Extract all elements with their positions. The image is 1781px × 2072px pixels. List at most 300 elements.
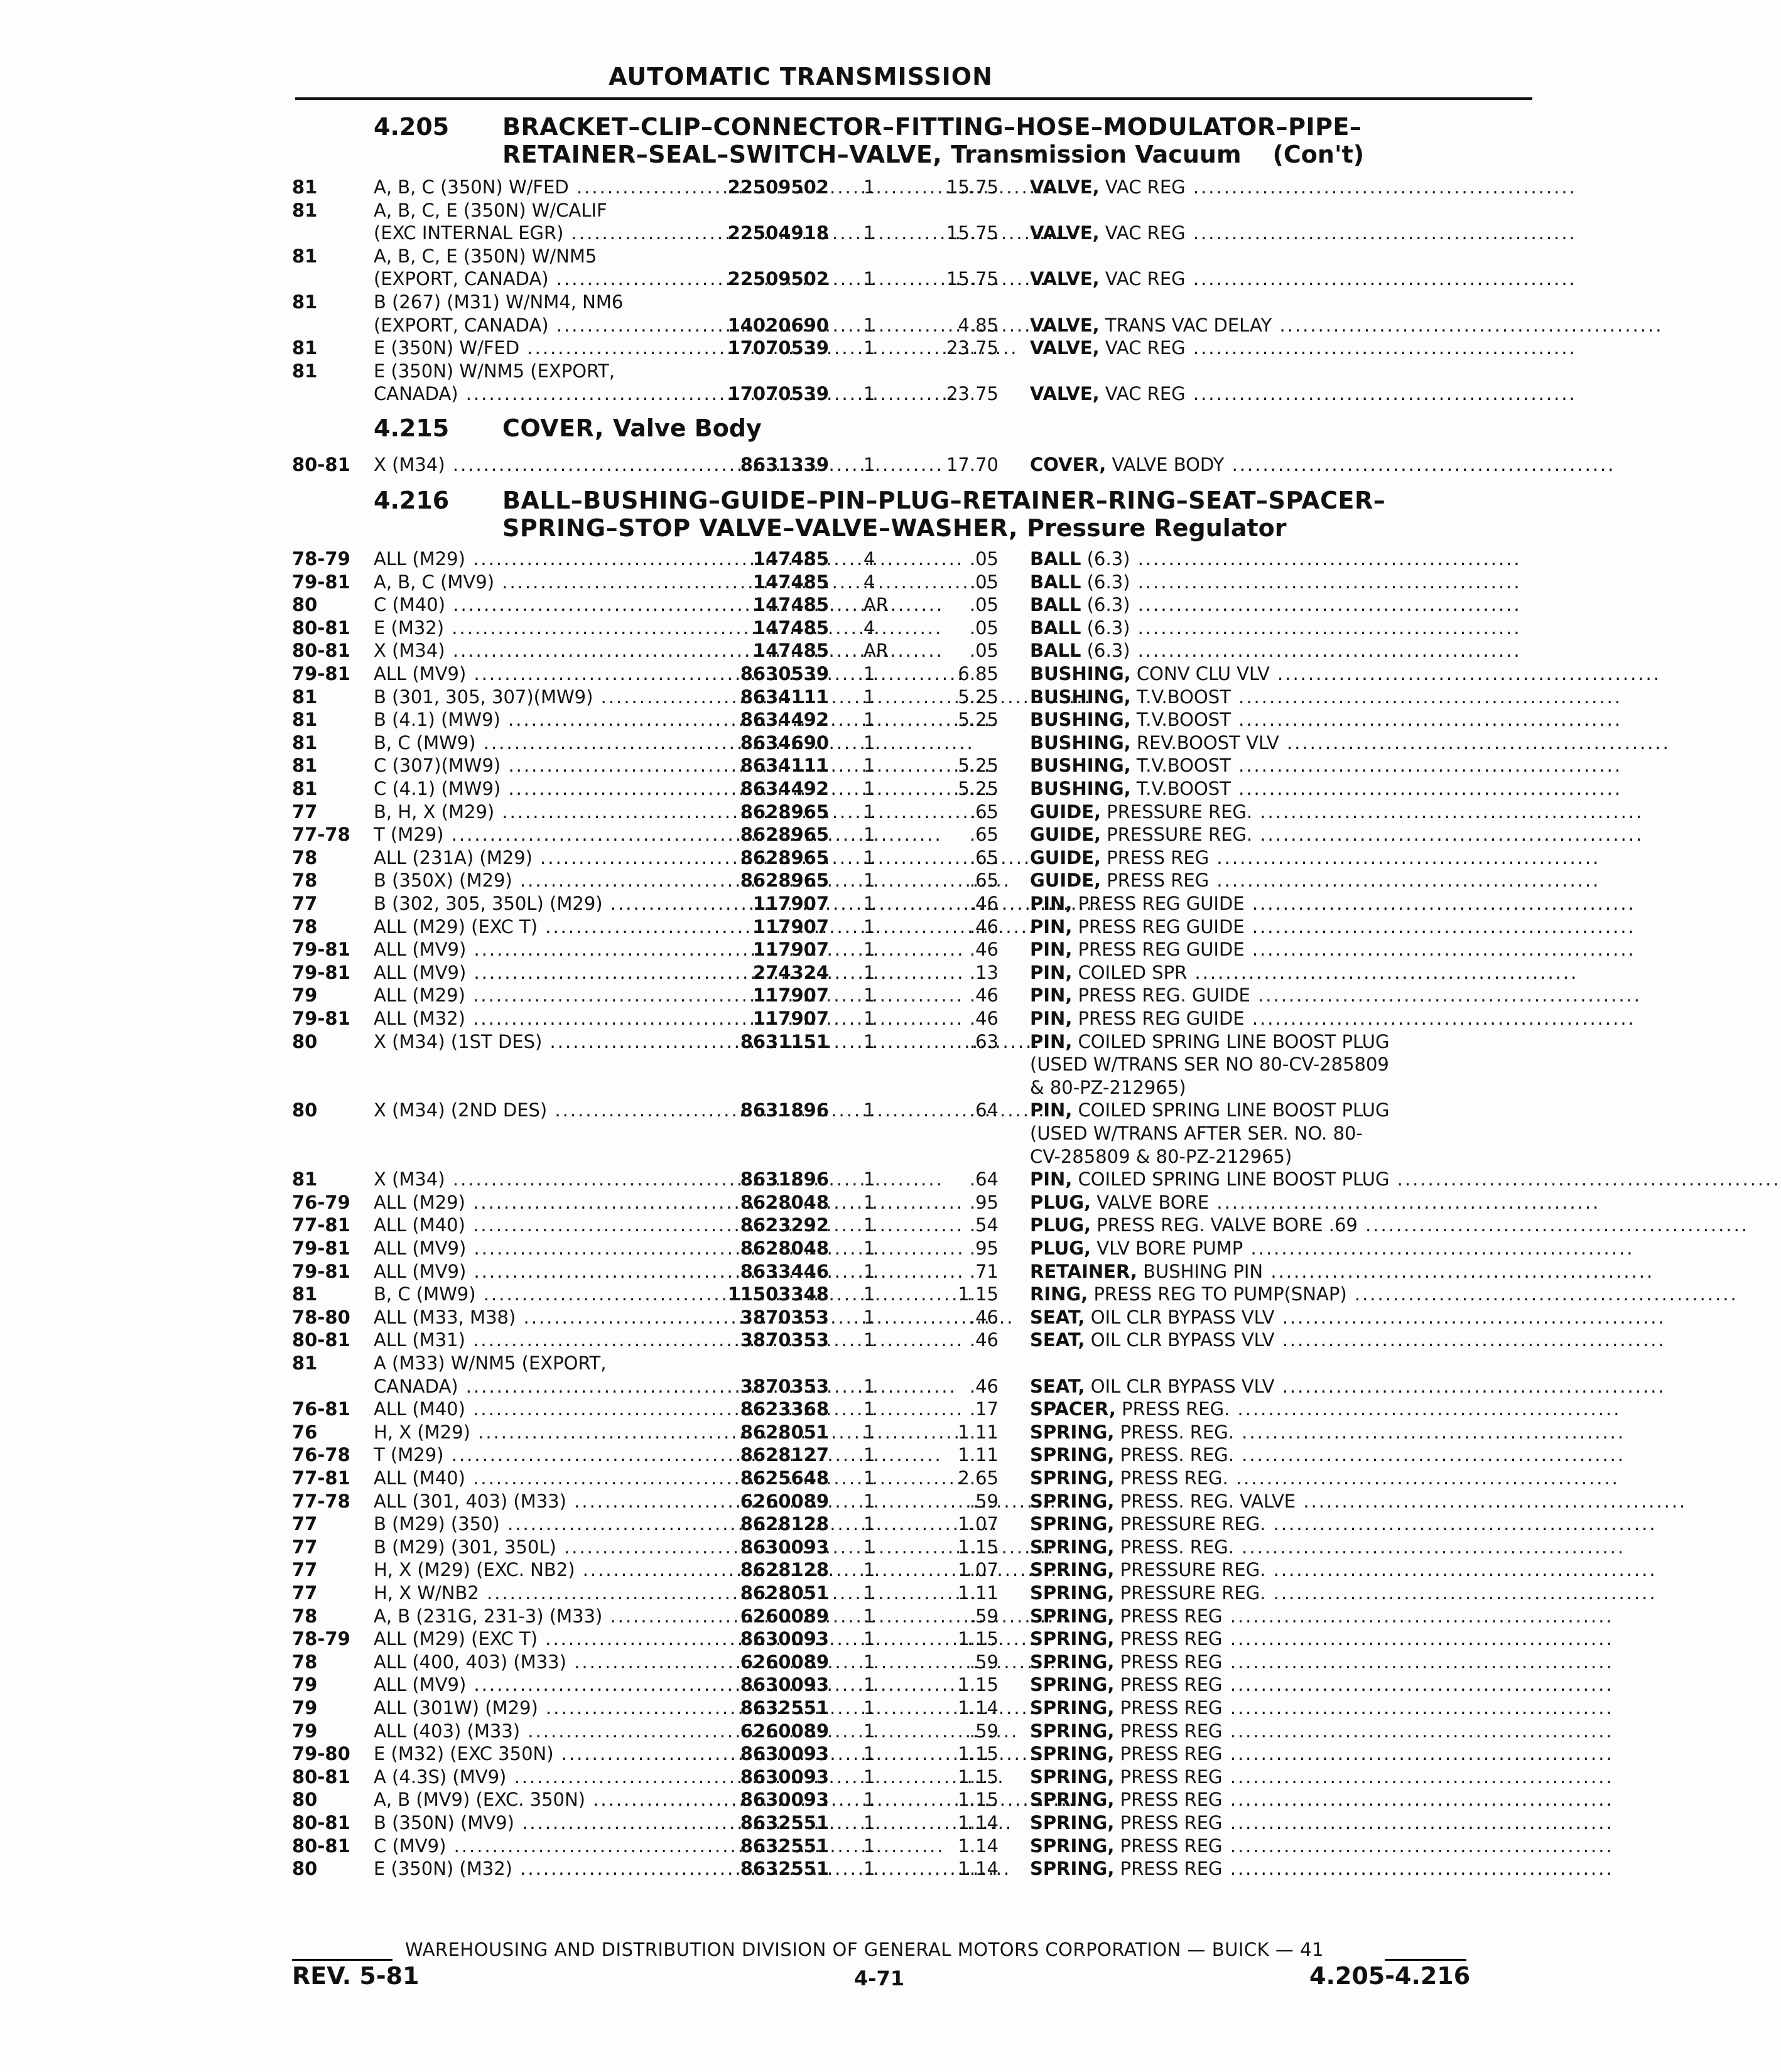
part-name bbox=[1030, 1605, 1614, 1627]
application-desc: ALL (MV9) ..... bbox=[374, 961, 700, 984]
application-desc: (EXPORT, CANADA) ..... bbox=[374, 314, 700, 337]
part-name-noun: SPRING, bbox=[1030, 1582, 1115, 1604]
list-price: 1.07 bbox=[958, 1559, 999, 1581]
part-name bbox=[1030, 1742, 1614, 1765]
part-name bbox=[1030, 708, 1623, 731]
list-price: .54 bbox=[969, 1214, 999, 1236]
model-year: 76 bbox=[292, 1421, 318, 1443]
part-number: 8631339 bbox=[740, 454, 829, 475]
table-row bbox=[0, 1030, 1601, 1099]
application-desc: A (4.3S) (MV9) ..... bbox=[374, 1766, 700, 1788]
part-name-noun: SPRING, bbox=[1030, 1605, 1115, 1627]
part-name-noun: GUIDE, bbox=[1030, 801, 1102, 823]
list-price: 5.25 bbox=[958, 686, 999, 708]
model-year: 77-78 bbox=[292, 824, 350, 846]
table-row bbox=[0, 593, 1601, 617]
part-name-noun: BUSHING, bbox=[1030, 731, 1131, 753]
model-year: 79-81 bbox=[292, 1260, 350, 1282]
quantity: 1 bbox=[863, 1743, 875, 1765]
leader-dots: .................................................. bbox=[1244, 1008, 1636, 1029]
leader-dots: .................................................. bbox=[1252, 801, 1644, 823]
part-name bbox=[1030, 823, 1644, 846]
application-desc: CANADA) ..... bbox=[374, 1375, 700, 1398]
leader-dots: .................................................. bbox=[1222, 1812, 1614, 1833]
quantity: 1 bbox=[863, 961, 875, 983]
quantity: 1 bbox=[863, 1674, 875, 1696]
part-name-noun: SPRING, bbox=[1030, 1628, 1115, 1650]
quantity: 1 bbox=[863, 846, 875, 868]
model-year: 80-81 bbox=[292, 1329, 350, 1351]
part-name-noun: SPRING, bbox=[1030, 1720, 1115, 1742]
leader-dots: .................................................. bbox=[1269, 663, 1661, 684]
quantity: 1 bbox=[863, 1283, 875, 1305]
part-name bbox=[1030, 1306, 1666, 1329]
leader-dots: .................................................. bbox=[1244, 915, 1636, 937]
table-row bbox=[0, 1558, 1657, 1582]
part-name bbox=[1030, 1788, 1614, 1811]
part-name-detail: COILED SPRING LINE BOOST PLUG bbox=[1078, 1030, 1390, 1052]
model-year: 80 bbox=[292, 1858, 318, 1880]
leader-dots: .................................................. bbox=[1222, 1835, 1614, 1857]
part-name-noun: SPRING, bbox=[1030, 1421, 1115, 1443]
part-number: 8628127 bbox=[740, 1444, 829, 1466]
list-price: .05 bbox=[969, 571, 999, 593]
part-name-noun: BALL bbox=[1030, 594, 1081, 616]
part-name-detail: PRESSURE REG. bbox=[1107, 824, 1253, 846]
part-name-detail: VALVE BODY bbox=[1112, 454, 1225, 475]
list-price: 1.11 bbox=[958, 1421, 999, 1443]
quantity: 1 bbox=[863, 1858, 875, 1880]
list-price: 17.70 bbox=[946, 454, 999, 475]
table-row bbox=[0, 1168, 1781, 1191]
part-number: 8632551 bbox=[740, 1697, 829, 1719]
revision-label: REV. 5-81 bbox=[292, 1962, 420, 1990]
table-row bbox=[0, 1673, 1614, 1697]
leader-dots: .................................................. bbox=[1209, 1191, 1601, 1213]
list-price: 1.15 bbox=[958, 1789, 999, 1811]
quantity: 1 bbox=[863, 1697, 875, 1719]
part-name bbox=[1030, 1030, 1482, 1053]
quantity: 1 bbox=[863, 176, 875, 198]
part-name-detail: (6.3) bbox=[1086, 571, 1130, 593]
part-name-detail: OIL CLR BYPASS VLV bbox=[1090, 1306, 1275, 1328]
application-desc: B (302, 305, 350L) (M29) ..... bbox=[374, 892, 700, 915]
list-price: .71 bbox=[969, 1260, 999, 1282]
part-name bbox=[1030, 314, 1664, 337]
leader-dots: .................................................. bbox=[1233, 1536, 1626, 1558]
model-year: 79-81 bbox=[292, 1008, 350, 1029]
list-price: 1.14 bbox=[958, 1858, 999, 1880]
quantity: 1 bbox=[863, 1490, 875, 1512]
table-row bbox=[0, 1857, 1614, 1880]
list-price: 23.75 bbox=[946, 337, 999, 359]
leader-dots: .................................................. bbox=[1222, 1743, 1614, 1765]
part-name-detail: VALVE BORE bbox=[1096, 1191, 1210, 1213]
part-number: 17070539 bbox=[727, 383, 829, 405]
model-year: 80-81 bbox=[292, 454, 350, 475]
part-name-noun: PIN, bbox=[1030, 961, 1073, 983]
quantity: 1 bbox=[863, 1168, 875, 1190]
quantity: 1 bbox=[863, 383, 875, 405]
part-name-detail: VLV BORE PUMP bbox=[1096, 1238, 1243, 1259]
part-number: 147485 bbox=[752, 640, 829, 662]
application-desc: ALL (M40) ..... bbox=[374, 1214, 700, 1236]
leader-dots: .................................................. bbox=[1263, 1260, 1655, 1282]
list-price: .59 bbox=[969, 1605, 999, 1627]
quantity: 1 bbox=[863, 1467, 875, 1489]
part-name bbox=[1030, 548, 1522, 570]
model-year: 77 bbox=[292, 1559, 318, 1581]
list-price: 1.14 bbox=[958, 1812, 999, 1833]
part-name-noun: BALL bbox=[1030, 640, 1081, 662]
list-price: 5.25 bbox=[958, 755, 999, 777]
part-name-detail: PRESS REG GUIDE bbox=[1078, 939, 1245, 961]
table-row bbox=[0, 1214, 1750, 1237]
part-name-detail: PRESS REG. GUIDE bbox=[1078, 985, 1250, 1006]
model-year: 78-79 bbox=[292, 1628, 350, 1650]
list-price: 1.15 bbox=[958, 1674, 999, 1696]
application-desc: C (MV9) ..... bbox=[374, 1835, 700, 1857]
part-name-detail: PRESS REG. bbox=[1120, 1467, 1228, 1489]
part-name-detail: T.V.BOOST bbox=[1136, 755, 1231, 777]
part-name-detail: REV.BOOST VLV bbox=[1136, 731, 1279, 753]
leader-dots: .................................................. bbox=[1187, 961, 1579, 983]
model-year: 77 bbox=[292, 893, 318, 914]
application-desc: ALL (M29) (EXC T) ..... bbox=[374, 915, 700, 938]
part-name-detail: TRANS VAC DELAY bbox=[1105, 314, 1272, 336]
application-desc: CANADA) ..... bbox=[374, 382, 700, 405]
part-number: 117907 bbox=[752, 939, 829, 961]
model-year: 81 bbox=[292, 245, 318, 267]
list-price: .64 bbox=[969, 1168, 999, 1190]
part-name-continued: & 80-PZ-212965) bbox=[1030, 1076, 1186, 1098]
section-title bbox=[502, 113, 1364, 168]
application-desc: B (350N) (MV9) ..... bbox=[374, 1811, 700, 1834]
part-name-detail: PRESS REG TO PUMP(SNAP) bbox=[1093, 1283, 1347, 1305]
part-name-noun: SEAT, bbox=[1030, 1375, 1085, 1397]
leader-dots: .................................................. bbox=[1230, 778, 1623, 799]
leader-dots: .................................................. bbox=[1224, 454, 1616, 475]
model-year: 80 bbox=[292, 1030, 318, 1052]
application-desc: ALL (MV9) ..... bbox=[374, 1237, 700, 1260]
list-price: 23.75 bbox=[946, 383, 999, 405]
quantity: 1 bbox=[863, 1008, 875, 1029]
quantity: 4 bbox=[863, 617, 875, 639]
quantity: 1 bbox=[863, 1651, 875, 1673]
footer-rule-right bbox=[1385, 1959, 1466, 1961]
part-number: 8628965 bbox=[740, 824, 829, 846]
part-name bbox=[1030, 1536, 1626, 1558]
part-name bbox=[1030, 267, 1577, 290]
part-name-noun: GUIDE, bbox=[1030, 870, 1102, 892]
leader-dots: .................................................. bbox=[1222, 1789, 1614, 1811]
application-desc: (EXPORT, CANADA) ..... bbox=[374, 267, 700, 290]
quantity: 1 bbox=[863, 1421, 875, 1443]
table-row bbox=[0, 1490, 1687, 1513]
part-name-detail: VAC REG bbox=[1105, 176, 1186, 198]
part-number: 14020690 bbox=[727, 314, 829, 336]
quantity: 1 bbox=[863, 1375, 875, 1397]
part-name bbox=[1030, 337, 1577, 359]
list-price: .13 bbox=[969, 961, 999, 983]
list-price: .46 bbox=[969, 1375, 999, 1397]
section-title bbox=[502, 414, 762, 442]
leader-dots: .................................................. bbox=[1228, 1467, 1620, 1489]
application-desc: T (M29) ..... bbox=[374, 823, 700, 846]
part-name-detail: COILED SPRING LINE BOOST PLUG bbox=[1078, 1099, 1390, 1121]
leader-dots: .................................................. bbox=[1222, 1651, 1614, 1673]
part-name-noun: BALL bbox=[1030, 571, 1081, 593]
list-price: .59 bbox=[969, 1720, 999, 1742]
application-desc: (EXC INTERNAL EGR) ..... bbox=[374, 222, 700, 244]
part-name-noun: SPRING, bbox=[1030, 1835, 1115, 1857]
model-year: 79-81 bbox=[292, 1238, 350, 1259]
part-name-detail: COILED SPRING LINE BOOST PLUG bbox=[1078, 1168, 1390, 1190]
part-name-noun: SEAT, bbox=[1030, 1329, 1085, 1351]
list-price: 15.75 bbox=[946, 176, 999, 198]
leader-dots: .................................................. bbox=[1130, 617, 1522, 639]
part-name-detail: PRESS REG bbox=[1120, 1697, 1223, 1719]
model-year: 81 bbox=[292, 337, 318, 359]
part-name-noun: RING, bbox=[1030, 1283, 1088, 1305]
model-year: 80-81 bbox=[292, 1812, 350, 1833]
part-name-noun: SPRING, bbox=[1030, 1467, 1115, 1489]
list-price: 1.07 bbox=[958, 1513, 999, 1535]
model-year: 79 bbox=[292, 1720, 318, 1742]
part-name bbox=[1030, 1558, 1657, 1581]
leader-dots: .................................................. bbox=[1185, 383, 1577, 405]
model-year: 78 bbox=[292, 1605, 318, 1627]
leader-dots: .................................................. bbox=[1222, 1766, 1614, 1788]
table-row bbox=[0, 801, 1644, 824]
part-name-detail: PRESSURE REG. bbox=[1107, 801, 1253, 823]
table-row bbox=[0, 360, 1601, 406]
leader-dots: .................................................. bbox=[1243, 1238, 1635, 1259]
part-name-detail: PRESS REG GUIDE bbox=[1078, 915, 1245, 937]
application-desc: C (M40) ..... bbox=[374, 593, 700, 616]
part-name-detail: (6.3) bbox=[1086, 594, 1130, 616]
part-name bbox=[1030, 662, 1661, 685]
model-year: 79 bbox=[292, 1674, 318, 1696]
list-price: .59 bbox=[969, 1490, 999, 1512]
leader-dots: .................................................. bbox=[1222, 1605, 1614, 1627]
part-number: 8623368 bbox=[740, 1398, 829, 1420]
part-name bbox=[1030, 1673, 1614, 1696]
part-number: 8630539 bbox=[740, 663, 829, 684]
part-name bbox=[1030, 1007, 1636, 1030]
part-name bbox=[1030, 915, 1636, 938]
model-year: 81 bbox=[292, 1283, 318, 1305]
model-year: 76-79 bbox=[292, 1191, 350, 1213]
quantity: 1 bbox=[863, 1582, 875, 1604]
part-name-detail: PRESS REG bbox=[1107, 846, 1210, 868]
application-desc: A, B (231G, 231-3) (M33) ..... bbox=[374, 1605, 700, 1627]
model-year: 81 bbox=[292, 686, 318, 708]
model-year: 78 bbox=[292, 1651, 318, 1673]
part-name bbox=[1030, 754, 1623, 777]
section-note: (Con't) bbox=[1272, 141, 1365, 168]
part-name-detail: PRESSURE REG. bbox=[1120, 1559, 1266, 1581]
part-name-noun: VALVE, bbox=[1030, 383, 1100, 405]
part-name-detail: PRESS REG. VALVE BORE .69 bbox=[1096, 1214, 1358, 1236]
quantity: 1 bbox=[863, 268, 875, 290]
application-desc: A, B, C, E (350N) W/NM5 bbox=[374, 245, 597, 267]
list-price: .95 bbox=[969, 1238, 999, 1259]
table-row bbox=[0, 1720, 1614, 1743]
model-year: 80-81 bbox=[292, 1835, 350, 1857]
table-row bbox=[0, 961, 1601, 985]
model-year: 80 bbox=[292, 1789, 318, 1811]
model-year: 78-80 bbox=[292, 1306, 350, 1328]
section-title-line: COVER, bbox=[502, 414, 604, 442]
list-price: 15.75 bbox=[946, 268, 999, 290]
part-name-detail: PRESS REG bbox=[1120, 1605, 1223, 1627]
part-name bbox=[1030, 1835, 1614, 1857]
section-title-line: BALL–BUSHING–GUIDE–PIN–PLUG–RETAINER–RING–SEAT–SPACER– bbox=[502, 487, 1386, 514]
leader-dots: .................................................. bbox=[1222, 1858, 1614, 1880]
part-name-noun: SPRING, bbox=[1030, 1444, 1115, 1466]
application-desc: A, B, C (350N) W/FED ..... bbox=[374, 176, 700, 198]
table-row bbox=[0, 245, 1601, 291]
model-year: 78 bbox=[292, 915, 318, 937]
model-year: 78-79 bbox=[292, 548, 350, 569]
list-price: 1.11 bbox=[958, 1582, 999, 1604]
section-subtitle: Pressure Regulator bbox=[1027, 514, 1287, 542]
part-name-continued: CV-285809 & 80-PZ-212965) bbox=[1030, 1145, 1292, 1167]
part-name-detail: PRESS REG bbox=[1120, 1651, 1223, 1673]
section-number: 4.205 bbox=[374, 113, 450, 141]
quantity: 1 bbox=[863, 1306, 875, 1328]
application-desc: T (M29) ..... bbox=[374, 1443, 700, 1466]
list-price: 1.11 bbox=[958, 1444, 999, 1466]
part-name-noun: BUSHING, bbox=[1030, 778, 1131, 799]
application-desc: ALL (MV9) ..... bbox=[374, 662, 700, 685]
application-desc: ALL (M40) ..... bbox=[374, 1398, 700, 1420]
part-name bbox=[1030, 777, 1623, 800]
part-number: 147485 bbox=[752, 571, 829, 593]
application-desc: ALL (M31) ..... bbox=[374, 1329, 700, 1351]
model-year: 77 bbox=[292, 1536, 318, 1558]
model-year: 81 bbox=[292, 360, 318, 382]
quantity: 1 bbox=[863, 915, 875, 937]
quantity: 1 bbox=[863, 824, 875, 846]
part-name-detail: OIL CLR BYPASS VLV bbox=[1090, 1329, 1275, 1351]
part-name-detail: VAC REG bbox=[1105, 222, 1186, 244]
part-name-noun: SPRING, bbox=[1030, 1812, 1115, 1833]
leader-dots: .................................................. bbox=[1130, 571, 1522, 593]
part-name-detail: PRESS. REG. bbox=[1120, 1444, 1234, 1466]
model-year: 79-81 bbox=[292, 663, 350, 684]
part-name-detail: PRESS REG GUIDE bbox=[1078, 893, 1245, 914]
part-name-detail: VAC REG bbox=[1105, 337, 1186, 359]
model-year: 81 bbox=[292, 1352, 318, 1374]
application-desc: X (M34) ..... bbox=[374, 453, 700, 476]
application-desc: H, X (M29) (EXC. NB2) ..... bbox=[374, 1558, 700, 1581]
part-number: 147485 bbox=[752, 617, 829, 639]
leader-dots: .................................................. bbox=[1357, 1214, 1750, 1236]
section-title-line: SPRING–STOP VALVE–VALVE–WASHER, bbox=[502, 514, 1019, 542]
part-number: 8631151 bbox=[740, 1030, 829, 1052]
table-row bbox=[0, 1513, 1657, 1536]
quantity: 1 bbox=[863, 939, 875, 961]
list-price: .65 bbox=[969, 801, 999, 823]
application-desc: B, C (MW9) ..... bbox=[374, 1283, 700, 1305]
part-name bbox=[1030, 1329, 1666, 1351]
leader-dots: .................................................. bbox=[1222, 1674, 1614, 1696]
part-name-noun: BUSHING, bbox=[1030, 686, 1131, 708]
part-name-detail: VAC REG bbox=[1105, 383, 1186, 405]
application-desc: A, B (MV9) (EXC. 350N) ..... bbox=[374, 1788, 700, 1811]
model-year: 79 bbox=[292, 1697, 318, 1719]
part-name-noun: BUSHING, bbox=[1030, 755, 1131, 777]
quantity: 1 bbox=[863, 755, 875, 777]
application-desc: C (4.1) (MW9) ..... bbox=[374, 777, 700, 800]
footer-rule-left bbox=[292, 1959, 392, 1961]
leader-dots: .................................................. bbox=[1185, 268, 1577, 290]
part-name bbox=[1030, 1627, 1614, 1650]
footer-text: WAREHOUSING AND DISTRIBUTION DIVISION OF GENERAL MOTORS CORPORATION — BUICK — 41 bbox=[405, 1939, 1324, 1960]
leader-dots: .................................................. bbox=[1389, 1168, 1781, 1190]
table-row bbox=[0, 1651, 1614, 1674]
part-name bbox=[1030, 984, 1642, 1006]
part-name bbox=[1030, 617, 1522, 639]
section-number: 4.216 bbox=[374, 487, 450, 514]
quantity: 1 bbox=[863, 731, 875, 753]
application-desc: H, X (M29) ..... bbox=[374, 1421, 700, 1443]
model-year: 81 bbox=[292, 176, 318, 198]
part-number: 8634690 bbox=[740, 731, 829, 753]
part-name bbox=[1030, 1582, 1657, 1604]
part-name bbox=[1030, 1398, 1621, 1420]
list-price: 1.15 bbox=[958, 1628, 999, 1650]
page-number: 4-71 bbox=[854, 1967, 905, 1990]
part-name-noun: PLUG, bbox=[1030, 1214, 1091, 1236]
part-name bbox=[1030, 1237, 1635, 1260]
part-name bbox=[1030, 938, 1636, 961]
leader-dots: .................................................. bbox=[1279, 731, 1670, 753]
part-number: 8623292 bbox=[740, 1214, 829, 1236]
table-row bbox=[0, 777, 1623, 801]
part-number: 8631896 bbox=[740, 1168, 829, 1190]
part-name-noun: BALL bbox=[1030, 548, 1081, 569]
leader-dots: .................................................. bbox=[1209, 846, 1601, 868]
section-title-line: RETAINER–SEAL–SWITCH–VALVE, bbox=[502, 141, 943, 168]
list-price: 15.75 bbox=[946, 222, 999, 244]
part-name bbox=[1030, 801, 1644, 823]
application-desc: E (350N) W/NM5 (EXPORT, bbox=[374, 360, 615, 382]
quantity: 1 bbox=[863, 709, 875, 731]
quantity: 1 bbox=[863, 1329, 875, 1351]
table-row bbox=[0, 1766, 1614, 1789]
part-name bbox=[1030, 1443, 1626, 1466]
model-year: 81 bbox=[292, 731, 318, 753]
part-number: 8628965 bbox=[740, 801, 829, 823]
leader-dots: .................................................. bbox=[1209, 870, 1601, 892]
part-number: 6260089 bbox=[740, 1490, 829, 1512]
part-name-detail: PRESS REG. bbox=[1122, 1398, 1230, 1420]
part-name-detail: PRESS REG bbox=[1120, 1743, 1223, 1765]
part-name bbox=[1030, 731, 1670, 754]
application-desc: ALL (231A) (M29) ..... bbox=[374, 846, 700, 869]
list-price: .46 bbox=[969, 893, 999, 914]
model-year: 81 bbox=[292, 755, 318, 777]
part-number: 6260089 bbox=[740, 1720, 829, 1742]
list-price: 2.65 bbox=[958, 1467, 999, 1489]
part-name bbox=[1030, 1697, 1614, 1719]
part-number: 274324 bbox=[752, 961, 829, 983]
table-row bbox=[0, 1191, 1601, 1214]
model-year: 77-81 bbox=[292, 1214, 350, 1236]
